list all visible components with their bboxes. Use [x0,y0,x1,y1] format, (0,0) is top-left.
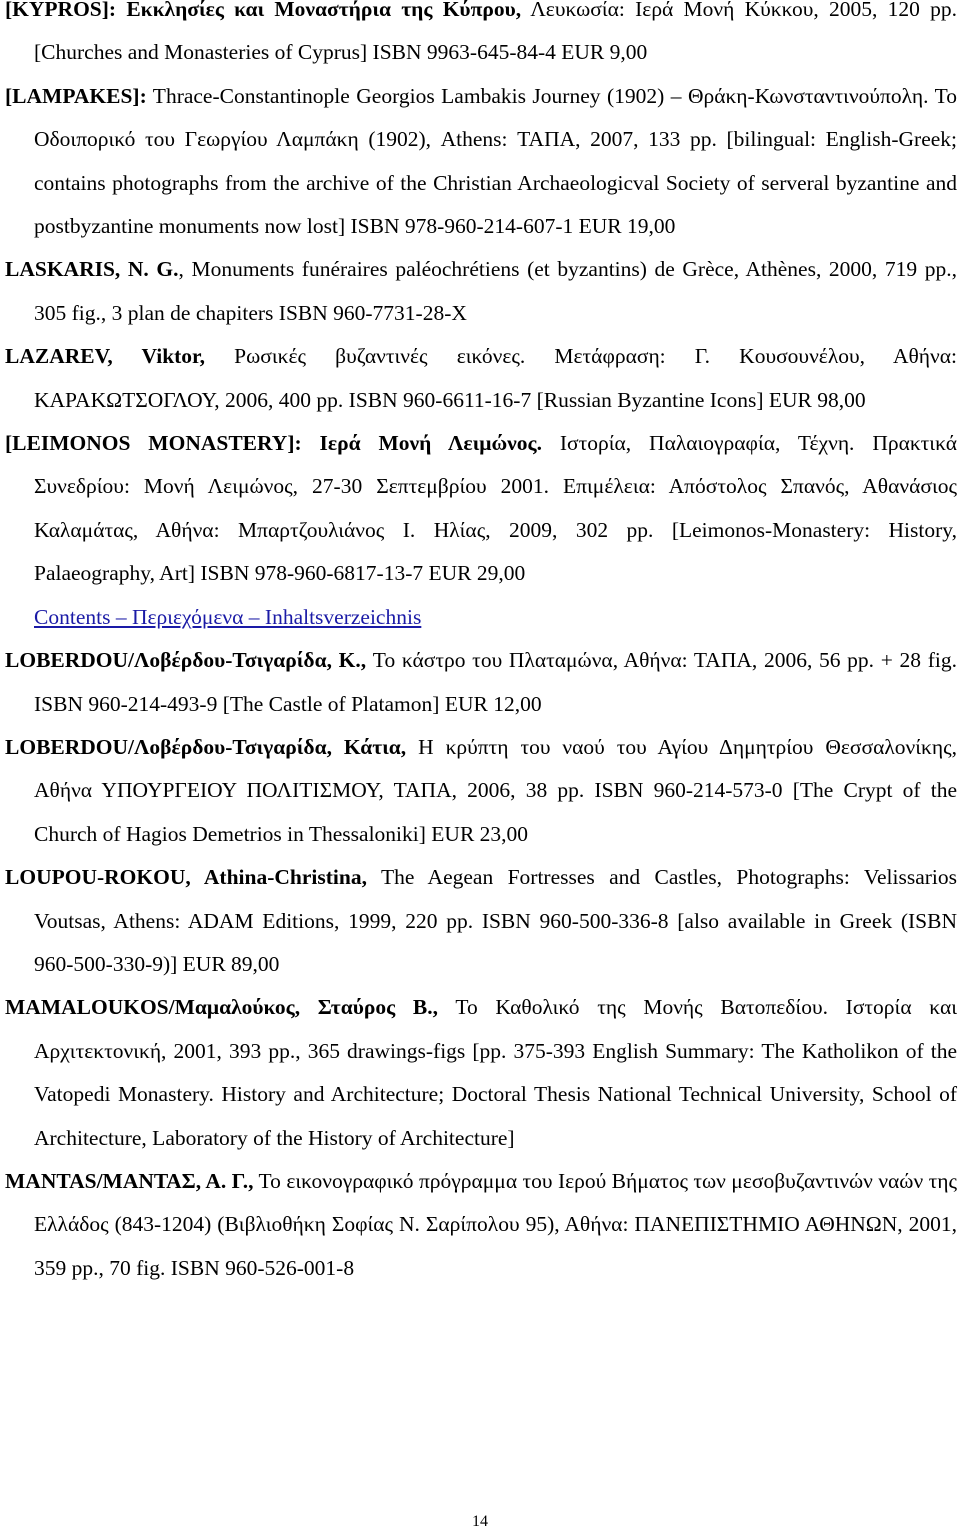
page-number: 14 [472,1513,488,1530]
bibliography-entry-loberdou-platamon [5,639,957,726]
bibliography-entry-loberdou-crypt [5,726,957,856]
bibliography-entry-lampakes [5,75,957,249]
entry-author: [KYPROS]: Εκκλησίες και Μοναστήρια της Κύπρου, [5,0,522,21]
entry-details: Ρωσικές βυζαντινές εικόνες. Μετάφραση: Γ. Κουσουνέλου, Αθήνα: ΚΑΡΑΚΩΤΣΟΓΛΟΥ, 2006, 400 pp. ISBN 960-6611-16-7 [Russian Byzantine Icons] EUR 98,00 [34,344,958,412]
contents-link-line [5,596,957,639]
entry-details: Το Καθολικό της Μονής Βατοπεδίου. Ιστορία και Αρχιτεκτονική, 2001, 393 pp., 365 drawings-figs [pp. 375-393 English Summary: The Katholikon of the Vatopedi Monastery. History and Architecture; Doctoral Thesis National Technical University, School of Architecture, Laboratory of the History of Architecture] [34,995,957,1150]
entry-details: Η κρύπτη του ναού του Αγίου Δημητρίου Θεσσαλονίκης, Αθήνα ΥΠΟΥΡΓΕΙΟΥ ΠΟΛΙΤΙΣΜΟΥ, ΤΑΠΑ, 2006, 38 pp. ISBN 960-214-573-0 [The Crypt of the Church of Hagios Demetrios in Thessaloniki] EUR 23,00 [34,734,957,846]
entry-author: LOBERDOU/Λοβέρδου-Τσιγαρίδα, Κάτια, [5,734,407,759]
entry-author: LAZAREV, Viktor, [5,344,206,369]
entry-author: [LAMPAKES]: [5,83,147,108]
bibliography-entry-mamaloukos [5,986,957,1160]
bibliography-page [5,0,957,1290]
bibliography-entry-kypros [5,0,957,75]
entry-author: [LEIMONOS MONASTERY]: Ιερά Μονή Λειμώνος. [5,431,542,456]
bibliography-entry-leimonos [5,422,957,596]
entry-details: Thrace-Constantinople Georgios Lambakis Journey (1902) – Θράκη-Κωνσταντινούπολη. Το Οδοιπορικό του Γεωργίου Λαμπάκη (1902), Athens: ΤΑΠΑ, 2007, 133 pp. [bilingual: English-Greek; contains photographs from the archive of the Christian Archaeologicval Society of serveral byzantine and postbyzantine monuments now lost] ISBN 978-960-214-607-1 EUR 19,00 [34,83,957,239]
entry-details: Λευκωσία: Ιερά Μονή Κύκκου, 2005, 120 pp. [Churches and Monasteries of Cyprus] ISBN 9963-645-84-4 EUR 9,00 [34,0,957,65]
contents-link[interactable]: Contents – Περιεχόμενα – Inhaltsverzeichnis [34,604,422,629]
entry-author: LOBERDOU/Λοβέρδου-Τσιγαρίδα, K., [5,648,367,673]
bibliography-entry-mantas [5,1160,957,1290]
bibliography-entry-lazarev [5,335,957,422]
entry-details: The Aegean Fortresses and Castles, Photographs: Velissarios Voutsas, Athens: ADAM Editions, 1999, 220 pp. ISBN 960-500-336-8 [also available in Greek (ISBN 960-500-330-9)] EUR 89,00 [34,865,957,976]
entry-author: LASKARIS, N. G. [5,257,179,282]
entry-author: LOUPOU-ROKOU, Athina-Christina, [5,865,367,890]
bibliography-entry-loupou-rokou [5,856,957,986]
bibliography-entry-laskaris [5,248,957,335]
entry-author: MANTAS/ΜΑΝΤΑΣ, Α. Γ., [5,1168,254,1193]
entry-details: Ιστορία, Παλαιογραφία, Τέχνη. Πρακτικά Συνεδρίου: Μονή Λειμώνος, 27-30 Σεπτεμβρίου 2001. Επιμέλεια: Απόστολος Σπανός, Αθανάσιος Καλαμάτας, Αθήνα: Μπαρτζουλιάνος Ι. Ηλίας, 2009, 302 pp. [Leimonos-Monastery: History, Palaeography, Art] ISBN 978-960-6817-13-7 EUR 29,00 [34,431,958,586]
entry-author: MAMALOUKOS/Μαμαλούκος, Σταύρος Β., [5,995,438,1020]
entry-details: , Monuments funéraires paléochrétiens (et byzantins) de Grèce, Athènes, 2000, 719 pp., 305 fig., 3 plan de chapiters ISBN 960-7731-28-X [34,257,957,325]
entry-details: Το κάστρο του Πλαταμώνα, Αθήνα: ΤΑΠΑ, 2006, 56 pp. + 28 fig. ISBN 960-214-493-9 [The Castle of Platamon] EUR 12,00 [34,648,957,716]
entry-details: Το εικονογραφικό πρόγραμμα του Ιερού Βήματος των μεσοβυζαντινών ναών της Ελλάδος (843-1204) (Βιβλιοθήκη Σοφίας Ν. Σαρίπολου 95), Αθήνα: ΠΑΝΕΠΙΣΤΗΜΙΟ ΑΘΗΝΩΝ, 2001, 359 pp., 70 fig. ISBN 960-526-001-8 [34,1168,957,1280]
